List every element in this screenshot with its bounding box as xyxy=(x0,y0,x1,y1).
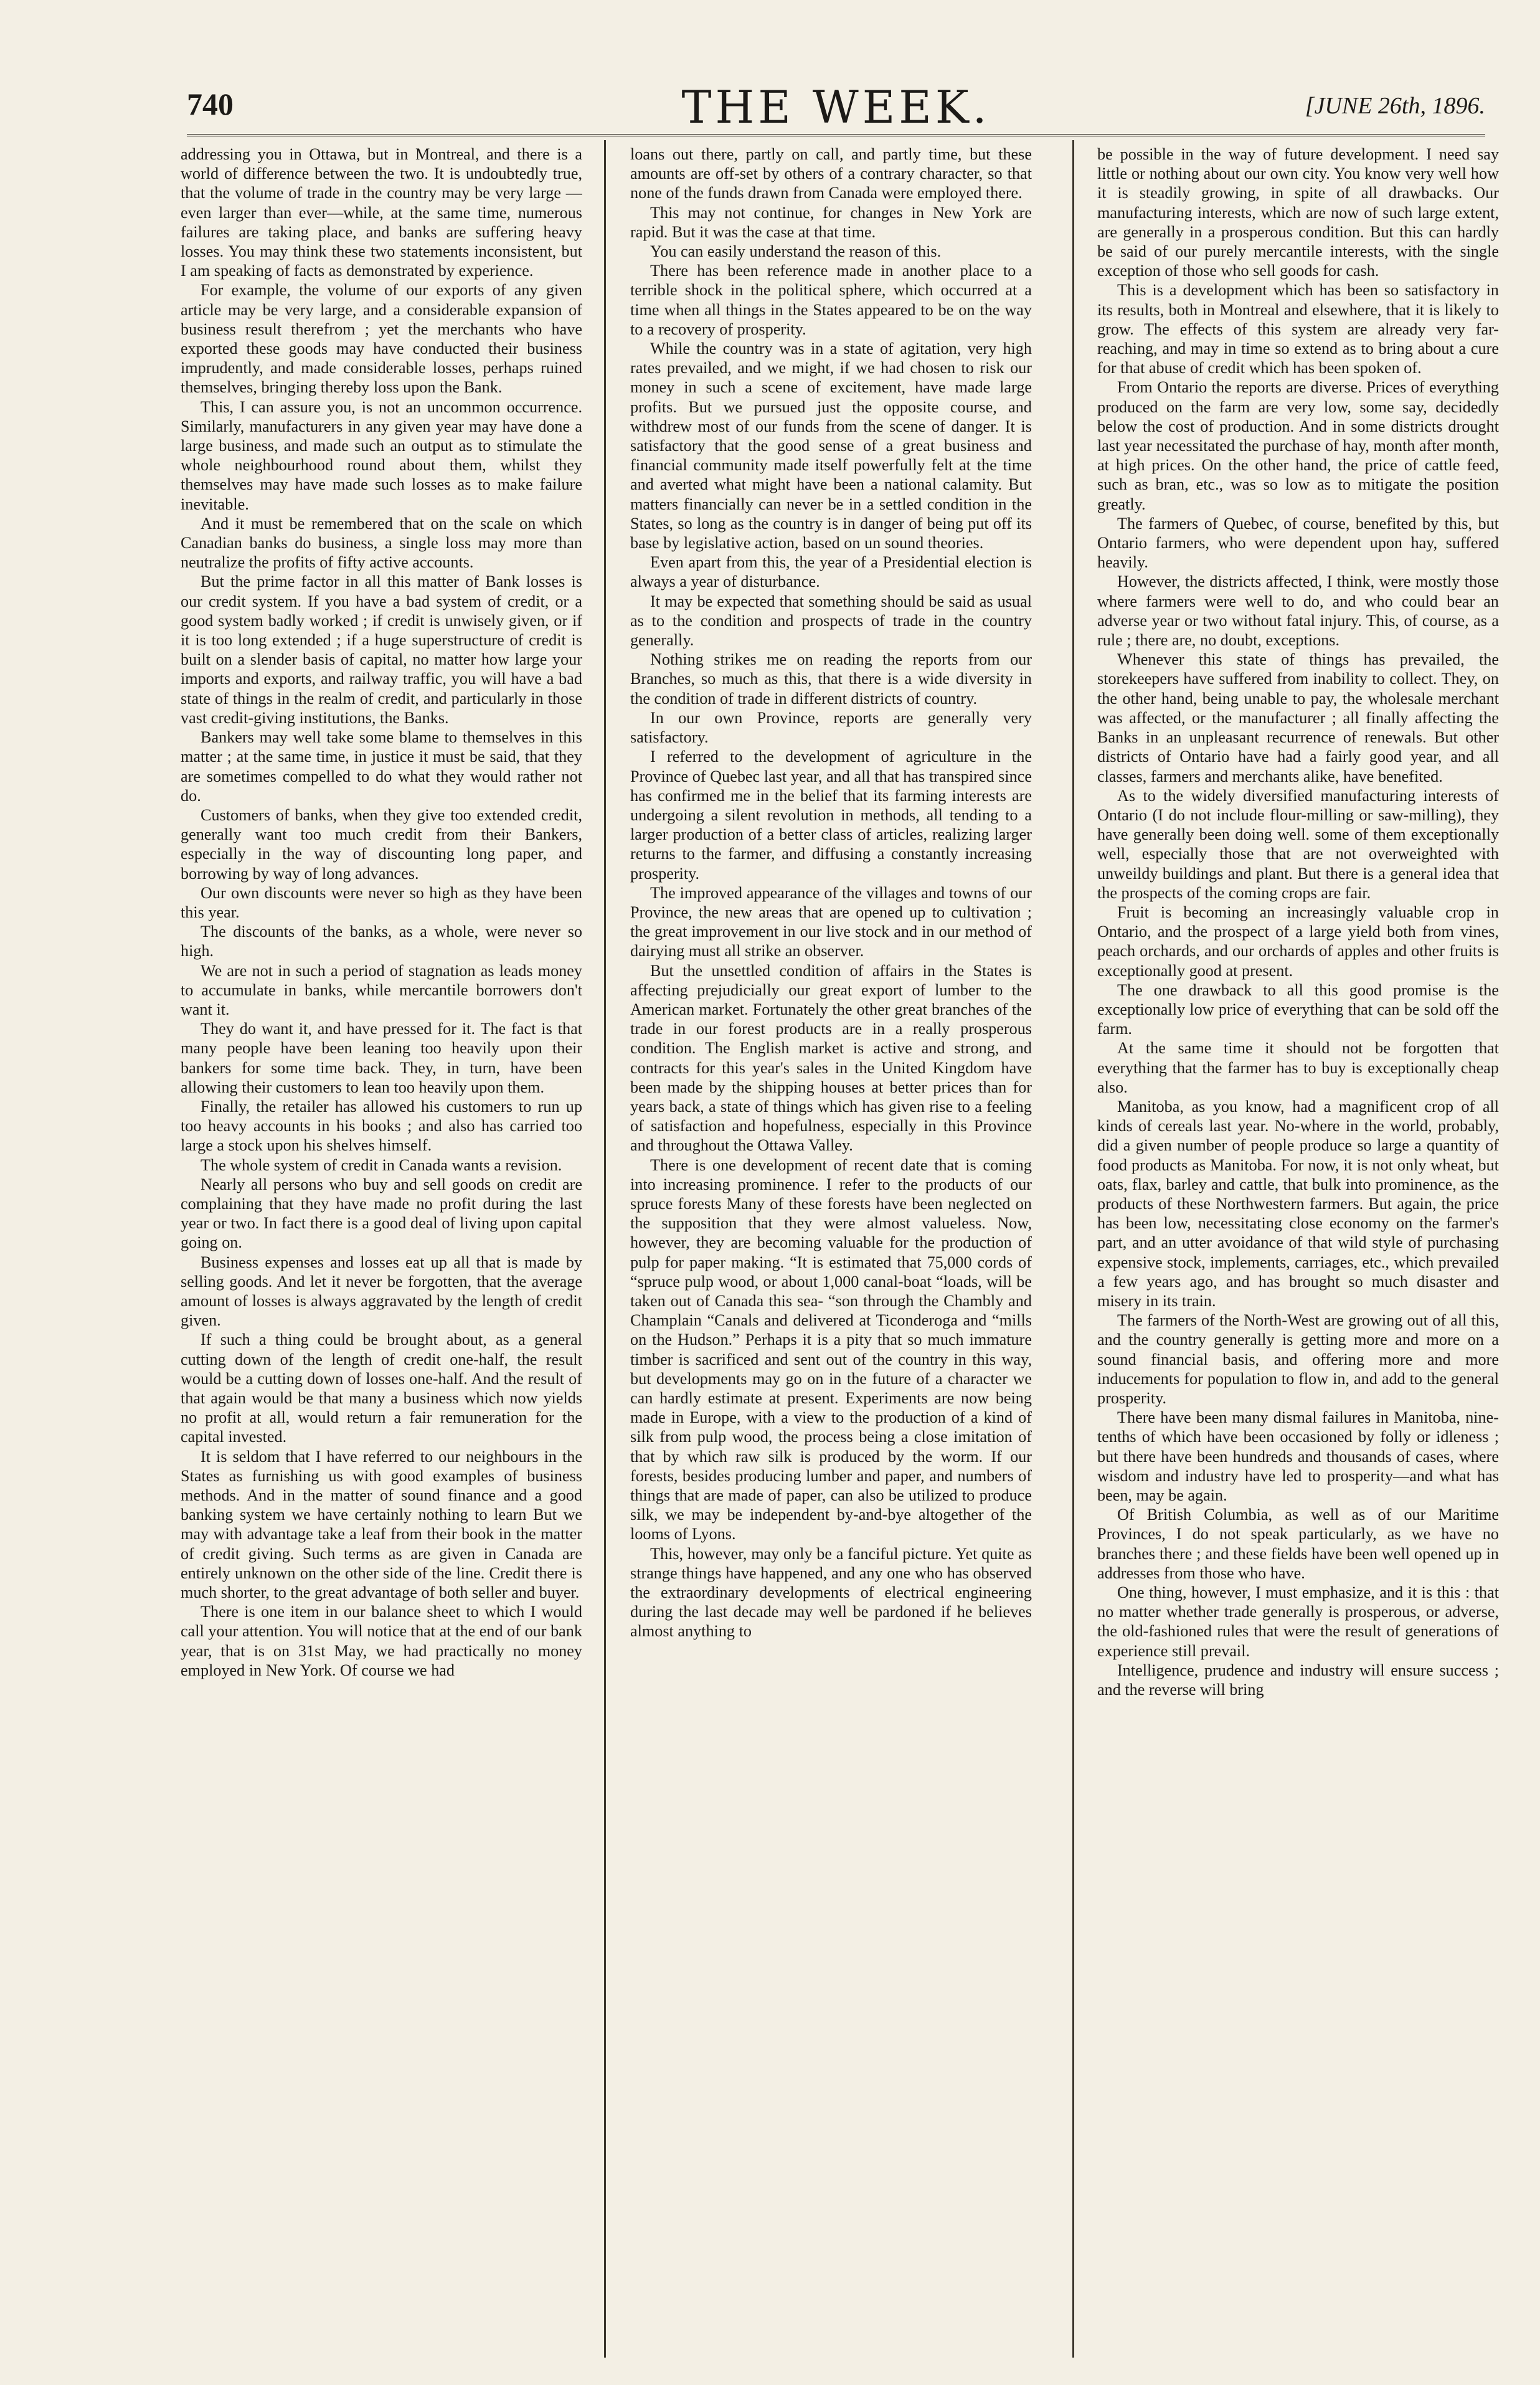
paragraph: In our own Province, reports are generally very satisfactory. xyxy=(630,708,1032,747)
paragraph: Intelligence, prudence and industry will ensure success ; and the reverse will bring xyxy=(1097,1661,1499,1699)
paragraph: If such a thing could be brought about, as a general cutting down of the length of credit one-half, the result would be a cutting down of losses one-half. And the result of that again would be that many a business which now yields no profit at all, would return a fair remuneration for the capital invested. xyxy=(181,1330,582,1446)
masthead xyxy=(187,81,1485,149)
paragraph: Even apart from this, the year of a Presidential election is always a year of disturbance. xyxy=(630,553,1032,591)
paragraph: There is one item in our balance sheet to which I would call your attention. You will notice that at the end of our bank year, that is on 31st May, we had practically no money employed in New York. Of course we had xyxy=(181,1603,582,1679)
paragraph: But the unsettled condition of affairs in the States is affecting prejudicially our great export of lumber to the American market. Fortunately the other great branches of the trade in our forest products are in a really prosperous condition. The English market is active and strong, and contracts for this year's sales in the United Kingdom have been made by the shipping houses at better prices than for years back, a state of things which has given rise to a feeling of satisfaction and hopefulness, especially in this Province and throughout the Ottawa Valley. xyxy=(630,961,1032,1155)
paragraph: Finally, the retailer has allowed his customers to run up too heavy accounts in his books ; and also has carried too large a stock upon his shelves himself. xyxy=(181,1097,582,1155)
paragraph: The whole system of credit in Canada wants a revision. xyxy=(201,1155,562,1174)
paragraph: This may not continue, for changes in New York are rapid. But it was the case at that time. xyxy=(630,203,1032,241)
paragraph: From Ontario the reports are diverse. Prices of everything produced on the farm are very low, some say, decidedly below the cost of production. And in some districts drought last year necessitated the purchase of hay, month after month, at high prices. On the other hand, the price of cattle feed, such as bran, etc., was so low as to mitigate the position greatly. xyxy=(1097,378,1499,513)
paragraph: Bankers may well take some blame to themselves in this matter ; at the same time, in justice it must be said, that they are sometimes compelled to do what they would rather not do. xyxy=(181,728,582,805)
column-divider xyxy=(604,140,606,2358)
paragraph: Manitoba, as you know, had a magnificent crop of all kinds of cereals last year. No-where in the world, probably, did a given number of people produce so large a quantity of food products as Manitoba. For now, it is not only wheat, but oats, flax, barley and cattle, that bulk into prominence, as the products of these Northwestern farmers. But again, the price has been low, necessitating close economy on the farmer's part, and an utter avoidance of that wild style of purchasing expensive stock, implements, carriages, etc., which prevailed a few years ago, and has brought so much disaster and misery in its train. xyxy=(1097,1097,1499,1310)
paragraph: This, however, may only be a fanciful picture. Yet quite as strange things have happened, and any one who has observed the extraordinary developments of electrical engineering during the last decade may well be pardoned if he believes almost anything to xyxy=(630,1544,1032,1641)
page-number: 740 xyxy=(187,87,234,121)
paragraph: There have been many dismal failures in Manitoba, nine-tenths of which have been occasioned by folly or idleness ; but there have been hundreds and thousands of cases, where wisdom and industry have led to prosperity—and what has been, may be again. xyxy=(1097,1408,1499,1505)
paragraph: The discounts of the banks, as a whole, were never so high. xyxy=(181,922,582,960)
article-column-1 xyxy=(181,145,582,2353)
paragraph: Of British Columbia, as well as of our Maritime Provinces, I do not speak particularly, as we have no branches there ; and these fields have been well opened up in addresses from those who have. xyxy=(1097,1505,1499,1582)
column-divider xyxy=(1072,140,1074,2358)
article-column-3 xyxy=(1097,145,1499,2353)
paragraph: One thing, however, I must emphasize, and it is this : that no matter whether trade generally is prosperous, or adverse, the old-fashioned rules that were the result of generations of experience still prevail. xyxy=(1097,1583,1499,1660)
paragraph: The farmers of Quebec, of course, benefited by this, but Ontario farmers, who were dependent upon hay, suffered heavily. xyxy=(1097,514,1499,572)
paragraph: Our own discounts were never so high as they have been this year. xyxy=(181,883,582,921)
paragraph: I referred to the development of agriculture in the Province of Quebec last year, and all that has transpired since has confirmed me in the belief that its farming interests are undergoing a silent revolution in methods, all tending to a larger production of a better class of articles, realizing larger returns to the farmer, and diffusing a constantly increasing prosperity. xyxy=(630,747,1032,883)
paragraph: There has been reference made in another place to a terrible shock in the political sphere, which occurred at a time when all things in the States appeared to be on the way to a recovery of prosperity. xyxy=(630,262,1032,338)
article-column-2 xyxy=(630,145,1032,2353)
paragraph: We are not in such a period of stagnation as leads money to accumulate in banks, while mercantile borrowers don't want it. xyxy=(181,961,582,1018)
paragraph: At the same time it should not be forgotten that everything that the farmer has to buy is exceptionally cheap also. xyxy=(1097,1039,1499,1096)
paragraph: Nearly all persons who buy and sell goods on credit are complaining that they have made no profit during the last year or two. In fact there is a good deal of living upon capital going on. xyxy=(181,1175,582,1252)
paragraph: And it must be remembered that on the scale on which Canadian banks do business, a single loss may more than neutralize the profits of fifty active accounts. xyxy=(181,514,582,572)
paragraph: They do want it, and have pressed for it. The fact is that many people have been leaning too heavily upon their bankers for some time back. They, in turn, have been allowing their customers to lean too heavily upon them. xyxy=(181,1020,582,1096)
paragraph: This, I can assure you, is not an uncommon occurrence. Similarly, manufacturers in any given year may have done a large business, and made such an output as to stimulate the whole neighbourhood round about them, whilst they themselves may have made such losses as to make failure inevitable. xyxy=(181,397,582,513)
paragraph: As to the widely diversified manufacturing interests of Ontario (I do not include flour-milling or saw-milling), they have generally been doing well. some of them exceptionally well, especially those that are not overweighted with unweildy buildings and plant. But there is a general idea that the prospects of the coming crops are fair. xyxy=(1097,786,1499,902)
issue-date: [JUNE 26th, 1896. xyxy=(1305,93,1485,119)
paragraph: Business expenses and losses eat up all that is made by selling goods. And let it never be forgotten, that the average amount of losses is always aggravated by the length of credit given. xyxy=(181,1253,582,1330)
paragraph: The farmers of the North-West are growing out of all this, and the country generally is getting more and more on a sound financial basis, and offering more and more inducements for population to flow in, and add to the general prosperity. xyxy=(1097,1311,1499,1407)
paragraph: loans out there, partly on call, and partly time, but these amounts are off-set by others of a contrary character, so that none of the funds drawn from Canada were employed there. xyxy=(630,145,1032,202)
paragraph: However, the districts affected, I think, were mostly those where farmers were well to do, and who could bear an adverse year or two without fatal injury. This, of course, as a rule ; there are, no doubt, exceptions. xyxy=(1097,572,1499,650)
paragraph: The one drawback to all this good promise is the exceptionally low price of everything that can be sold off the farm. xyxy=(1097,980,1499,1038)
paragraph: You can easily understand the reason of this. xyxy=(650,242,942,261)
publication-title: THE WEEK. xyxy=(681,81,991,133)
paragraph: Customers of banks, when they give too extended credit, generally want too much credit from their Bankers, especially in the way of discounting long paper, and borrowing by way of long advances. xyxy=(181,805,582,883)
paragraph: It is seldom that I have referred to our neighbours in the States as furnishing us with good examples of business methods. And in the matter of sound finance and a good banking system we have certainly nothing to learn But we may with advantage take a leaf from their book in the matter of credit giving. Such terms as are given in Canada are entirely unknown on the other side of the line. Credit there is much shorter, to the great advantage of both seller and buyer. xyxy=(181,1447,582,1602)
header-rule xyxy=(187,134,1485,136)
paragraph: For example, the volume of our exports of any given article may be very large, and a considerable expansion of business result therefrom ; yet the merchants who have exported these goods may have conducted their business imprudently, and made considerable losses, perhaps ruined themselves, bringing thereby loss upon the Bank. xyxy=(181,281,582,397)
paragraph: Nothing strikes me on reading the reports from our Branches, so much as this, that there is a wide diversity in the condition of trade in different districts of country. xyxy=(630,650,1032,708)
paragraph: There is one development of recent date that is coming into increasing prominence. I refer to the products of our spruce forests Many of these forests have been neglected on the supposition that they were almost valueless. Now, however, they are becoming valuable for the production of pulp for paper making. “It is estimated that 75,000 cords of “spruce pulp wood, or about 1,000 canal-boat “loads, will be taken out of Canada this sea- “son through the Chambly and Champlain “Canals and delivered at Ticonderoga and “mills on the Hudson.” Perhaps it is a pity that so much immature timber is sacrificed and sent out of the country in this way, but developments may go on in the future of a character we can hardly estimate at present. Experiments are now being made in Europe, with a view to the production of a kind of silk from pulp wood, the process being a close imitation of that by which raw silk is produced by the worm. If our forests, besides producing lumber and paper, and numbers of things that are made of paper, can also be utilized to produce silk, we may be independent by-and-bye altogether of the looms of Lyons. xyxy=(630,1155,1032,1543)
paragraph: Fruit is becoming an increasingly valuable crop in Ontario, and the prospect of a large yield both from vines, peach orchards, and our orchards of apples and other fruits is exceptionally good at present. xyxy=(1097,903,1499,980)
paragraph: This is a development which has been so satisfactory in its results, both in Montreal and elsewhere, that it is likely to grow. The effects of this system are already very far-reaching, and may in time so extend as to bring about a cure for that abuse of credit which has been spoken of. xyxy=(1097,281,1499,377)
paragraph: Whenever this state of things has prevailed, the storekeepers have suffered from inability to collect. They, on the other hand, being unable to pay, the wholesale merchant was affected, or the manufacturer ; all finally affecting the Banks in an unpleasant recurrence of renewals. But other districts of Ontario have had a fairly good year, and all classes, farmers and merchants alike, have benefited. xyxy=(1097,650,1499,785)
paragraph: be possible in the way of future development. I need say little or nothing about our own city. You know very well how it is steadily growing, in spite of all drawbacks. Our manufacturing interests, which are now of such large extent, are generally in a prosperous condition. But this can hardly be said of our purely mercantile interests, with the single exception of those who sell goods for cash. xyxy=(1097,145,1499,280)
paragraph: addressing you in Ottawa, but in Montreal, and there is a world of difference between the two. It is undoubtedly true, that the volume of trade in the country may be very large — even larger than ever—while, at the same time, numerous failures are taking place, and banks are suffering heavy losses. You may think these two statements inconsistent, but I am speaking of facts as demonstrated by experience. xyxy=(181,145,582,280)
paragraph: But the prime factor in all this matter of Bank losses is our credit system. If you have a bad system of credit, or a good system badly worked ; if credit is unwisely given, or if it is too long extended ; if a huge superstructure of credit is built on a slender basis of capital, no matter how large your imports and exports, and railway traffic, you will have a bad state of things in the realm of credit, and particularly in those vast credit-giving institutions, the Banks. xyxy=(181,572,582,727)
paragraph: While the country was in a state of agitation, very high rates prevailed, and we might, if we had chosen to risk our money in such a scene of excitement, have made large profits. But we pursued just the opposite course, and withdrew most of our funds from the scene of danger. It is satisfactory that the good sense of a great business and financial community made itself powerfully felt at the time and averted what might have been a national calamity. But matters financially can never be in a settled condition in the States, so long as the country is in danger of being put off its base by legislative action, based on un sound theories. xyxy=(630,339,1032,552)
paragraph: It may be expected that something should be said as usual as to the condition and prospects of trade in the country generally. xyxy=(630,592,1032,650)
paragraph: The improved appearance of the villages and towns of our Province, the new areas that are opened up to cultivation ; the great improvement in our live stock and in our method of dairying must all strike an observer. xyxy=(630,883,1032,960)
